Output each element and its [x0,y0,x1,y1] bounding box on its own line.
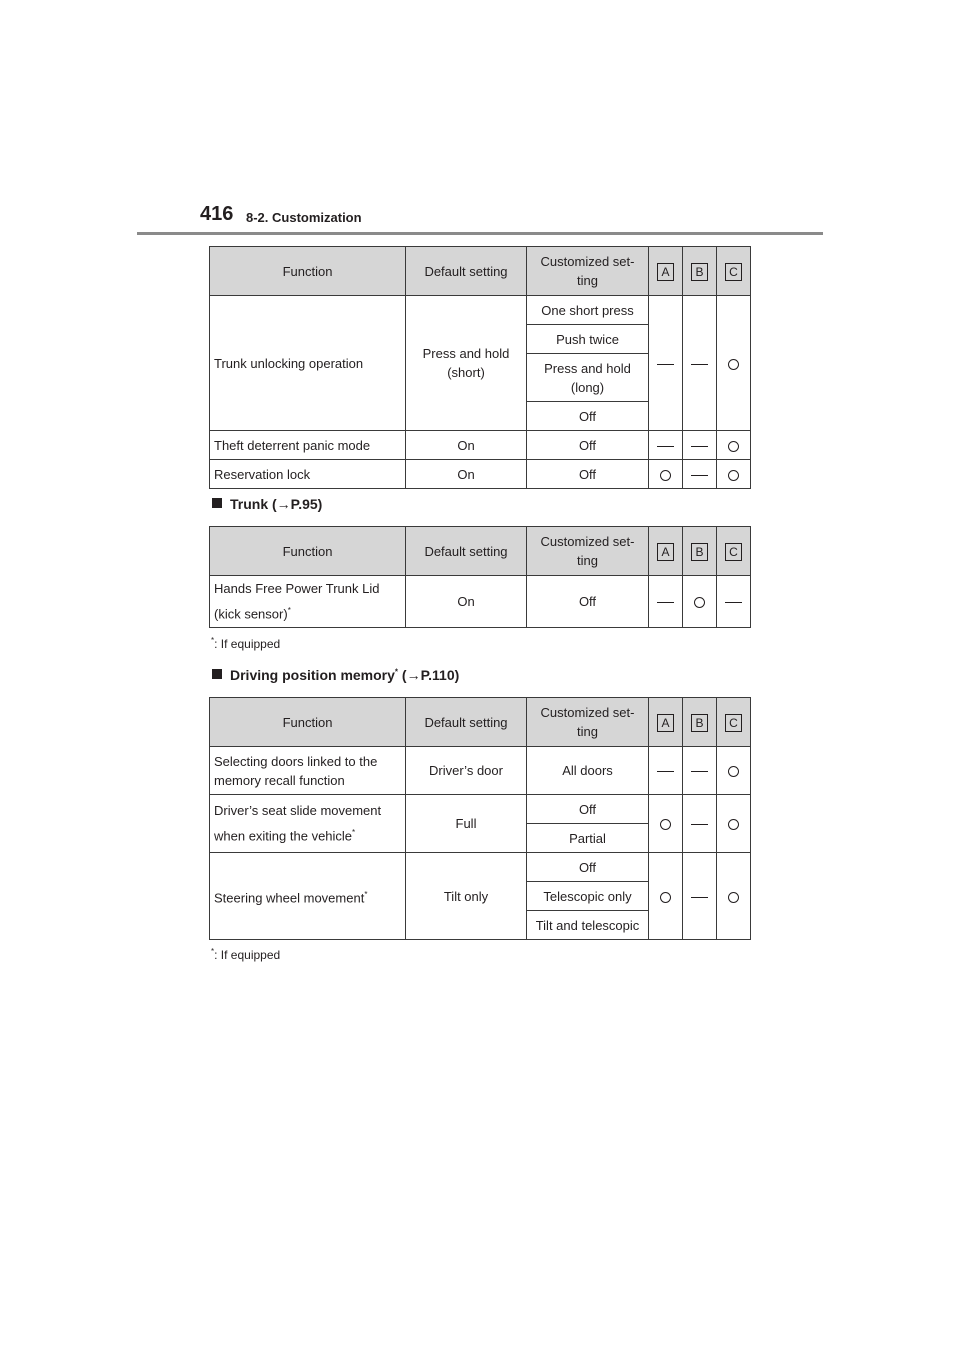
mark-b [683,460,717,489]
table-row [210,296,751,325]
customized-col-header [527,698,649,747]
option-cell: Push twice [527,325,649,354]
table-header-row [210,247,751,296]
customized-col-header-line2: ting [577,553,598,568]
function-cell: Theft deterrent panic mode [210,431,406,460]
function-cell: Reservation lock [210,460,406,489]
default-cell: Tilt only [406,853,527,940]
mark-a [649,296,683,431]
col-b-header [683,527,717,576]
default-line2: (short) [447,365,485,380]
customization-table-2 [209,526,751,628]
dash-icon [657,771,674,772]
mark-c [717,853,751,940]
col-a-header [649,247,683,296]
mark-b [683,576,717,628]
col-c-header [717,527,751,576]
default-cell: On [406,431,527,460]
footnote-mark: * [287,605,291,615]
mark-b [683,296,717,431]
circle-icon [660,470,671,481]
col-a-box: A [657,714,674,732]
dash-icon [691,897,708,898]
option-cell: Off [527,795,649,824]
arrow-icon: → [406,667,421,683]
function-line2: (kick sensor) [214,606,288,622]
dash-icon [725,602,742,603]
option-cell: Tilt and telescopic [527,911,649,940]
option-cell: Off [527,431,649,460]
dash-icon [691,364,708,365]
col-b-header [683,247,717,296]
option-line1: Press and hold [544,360,631,376]
dash-icon [657,602,674,603]
circle-icon [660,892,671,903]
table-row [210,431,751,460]
customization-table-3 [209,697,751,940]
function-text: Steering wheel movement [214,890,365,906]
default-cell [406,296,527,431]
col-b-box: B [691,263,708,281]
table-row [210,460,751,489]
col-c-header [717,247,751,296]
memory-heading-paren: ( [398,667,407,683]
circle-icon [728,441,739,452]
circle-icon [694,597,705,608]
col-c-box: C [725,543,742,561]
col-a-box: A [657,543,674,561]
section-title: 8-2. Customization [246,210,362,225]
function-line2: when exiting the vehicle [214,828,353,844]
dash-icon [691,475,708,476]
col-c-box: C [725,263,742,281]
function-cell [210,853,406,940]
dash-icon [657,364,674,365]
table-header-row [210,527,751,576]
col-b-header [683,698,717,747]
mark-b [683,795,717,853]
col-a-header [649,698,683,747]
option-line2: (long) [570,379,605,395]
footnote-mark: * [394,667,399,677]
col-c-box: C [725,714,742,732]
mark-a [649,853,683,940]
option-cell: Telescopic only [527,882,649,911]
function-line2: memory recall function [214,772,345,788]
default-line1: Press and hold [422,346,510,361]
driving-position-memory-heading [212,667,459,683]
table-row [210,853,751,882]
function-cell [210,747,406,795]
mark-b [683,431,717,460]
footnote-text: : If equipped [214,948,281,962]
page-reference-link[interactable]: P.110) [420,667,460,683]
default-cell: On [406,576,527,628]
col-b-box: B [691,543,708,561]
default-col-header: Default setting [406,527,527,576]
circle-icon [728,470,739,481]
customized-col-header-line1: Customized set- [540,254,635,269]
default-col-header: Default setting [406,247,527,296]
customized-col-header [527,527,649,576]
customized-col-header-line2: ting [577,724,598,739]
footnote-text: : If equipped [214,637,281,651]
customized-col-header-line2: ting [577,273,598,288]
trunk-heading [212,496,322,512]
dash-icon [691,446,708,447]
circle-icon [728,359,739,370]
function-col-header: Function [210,698,406,747]
table-row [210,747,751,795]
mark-a [649,795,683,853]
customization-table-1 [209,246,751,489]
circle-icon [728,766,739,777]
mark-a [649,747,683,795]
mark-c [717,576,751,628]
mark-c [717,296,751,431]
default-col-header: Default setting [406,698,527,747]
option-cell: Off [527,460,649,489]
page-number: 416 [200,203,234,225]
mark-b [683,747,717,795]
dash-icon [691,824,708,825]
dash-icon [691,771,708,772]
function-cell [210,576,406,628]
footnote [211,947,280,962]
option-cell: One short press [527,296,649,325]
trunk-heading-title: Trunk ( [230,496,277,512]
circle-icon [728,892,739,903]
default-cell: Full [406,795,527,853]
mark-c [717,795,751,853]
mark-c [717,460,751,489]
mark-a [649,576,683,628]
page-reference-link[interactable]: P.95) [290,496,323,512]
mark-a [649,460,683,489]
col-b-box: B [691,714,708,732]
function-col-header: Function [210,527,406,576]
footnote-mark: * [364,889,368,899]
mark-a [649,431,683,460]
header-divider [137,232,823,235]
customized-col-header [527,247,649,296]
table-row [210,795,751,824]
function-cell: Trunk unlocking operation [210,296,406,431]
circle-icon [728,819,739,830]
dash-icon [657,446,674,447]
footnote-mark: * [211,947,215,956]
default-cell: Driver’s door [406,747,527,795]
footnote-mark: * [352,827,356,837]
table-row [210,576,751,628]
square-bullet-icon [212,669,222,679]
option-cell: Off [527,853,649,882]
customized-col-header-line1: Customized set- [540,534,635,549]
col-c-header [717,698,751,747]
option-cell: Partial [527,824,649,853]
function-line1: Hands Free Power Trunk Lid [214,580,380,596]
option-cell: All doors [527,747,649,795]
function-cell [210,795,406,853]
option-cell: Off [527,576,649,628]
memory-heading-title: Driving position memory [230,667,395,683]
default-cell: On [406,460,527,489]
col-a-header [649,527,683,576]
circle-icon [660,819,671,830]
customized-col-header-line1: Customized set- [540,705,635,720]
function-line1: Selecting doors linked to the [214,753,378,769]
table-header-row [210,698,751,747]
square-bullet-icon [212,498,222,508]
footnote-mark: * [211,636,215,645]
mark-c [717,747,751,795]
function-col-header: Function [210,247,406,296]
mark-c [717,431,751,460]
footnote [211,636,280,651]
col-a-box: A [657,263,674,281]
option-cell [527,354,649,402]
function-line1: Driver’s seat slide movement [214,802,382,818]
arrow-icon: → [276,496,291,512]
option-cell: Off [527,402,649,431]
mark-b [683,853,717,940]
